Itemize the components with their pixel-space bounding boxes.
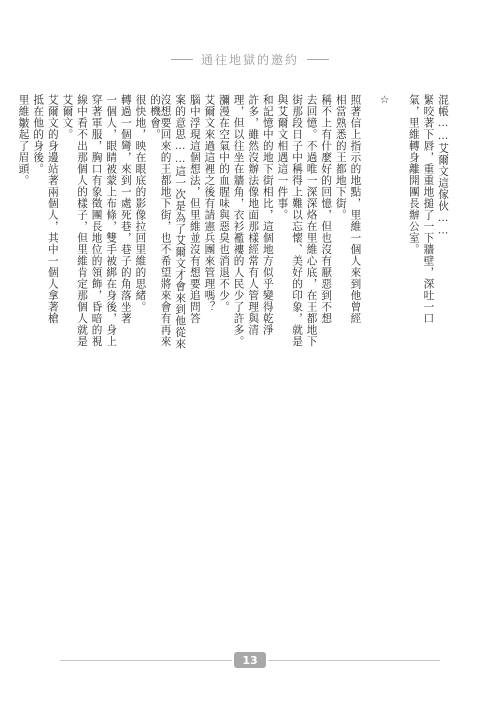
- text-column: [0, 94, 1, 324]
- text-column: 腦中浮現這個想法，但里維並沒有想要追問答: [188, 94, 201, 324]
- text-column: 氣，里維轉身離開團長辦公室。: [407, 94, 420, 255]
- footer-rule-left: [60, 660, 232, 661]
- text-column: 穿著軍服，胸口有象徵團長地位的領飾，昏暗的視: [90, 94, 103, 347]
- text-column: 理，但以往坐在牆角，衣衫襤褸的人民少了許多。: [232, 94, 245, 347]
- text-column: 艾爾文的身邊站著兩個人，其中一個人拿著槍: [46, 94, 59, 324]
- text-column: 稱不上有什麼好的回憶，但也沒有厭惡到不想: [320, 94, 333, 324]
- text-column: 沒想要回來的王都地下街，也不希望將來會有再來: [159, 94, 172, 347]
- header-rule-left: [171, 59, 193, 60]
- running-title: 通往地獄的邀約: [200, 52, 299, 67]
- text-column: 與艾爾文相遇這一件事。: [276, 94, 289, 221]
- text-column: 街那段日子中稱得上難以忘懷、美好的印象，就是: [291, 94, 303, 347]
- text-column: ☆: [378, 94, 391, 107]
- running-header: [0, 50, 500, 68]
- text-column: 相當熟悉的王都地下街。: [334, 94, 347, 221]
- text-column: 艾爾文。: [61, 94, 74, 140]
- page-footer: [0, 652, 500, 668]
- page-number: 13: [234, 652, 266, 668]
- text-column: 的機會。: [149, 94, 161, 140]
- text-column: 去回憶。不過唯一深深烙在里維心底，在王都地下: [305, 94, 318, 347]
- text-column: 抵在他的身後。: [32, 94, 45, 175]
- text-column: 里維皺起了眉頭。: [17, 94, 30, 186]
- text-column: 混帳……艾爾文這傢伙……: [437, 94, 449, 238]
- text-column: 案的意思……這一次是為了艾爾文才會來到他從來: [174, 94, 187, 350]
- text-column: 瀰漫在空氣中的血腥味與惡臭也消退不少。: [218, 94, 230, 313]
- text-column: 緊咬著下唇，重重地搥了一下牆壁，深吐一口: [422, 94, 435, 324]
- text-column: 和記憶中的地下街相比，這個地方似乎變得乾淨: [261, 94, 274, 336]
- footer-rule-right: [268, 660, 440, 661]
- text-column: 艾爾文來過這裡之後有請憲兵團來管理嗎？: [203, 94, 216, 313]
- header-rule-right: [307, 59, 329, 60]
- text-column: 照著信上指示的地點，里維一個人來到他曾經: [349, 94, 362, 324]
- text-column: 許多，雖然沒辦法像地面那樣經常有人管理與清: [247, 94, 260, 336]
- text-column: 很快地，映在眼底的影像拉回里維的思緒。: [134, 94, 147, 313]
- text-column: 一個人，眼睛被蒙上布條，雙手被綁在身後，身上: [105, 94, 118, 347]
- vertical-text-body: [17, 94, 450, 664]
- text-column: 轉過一個彎，來到一處死巷，巷子的角落坐著: [119, 94, 132, 324]
- text-column: 線中看不出那個人的樣子，但里維肯定那個人就是: [76, 94, 88, 347]
